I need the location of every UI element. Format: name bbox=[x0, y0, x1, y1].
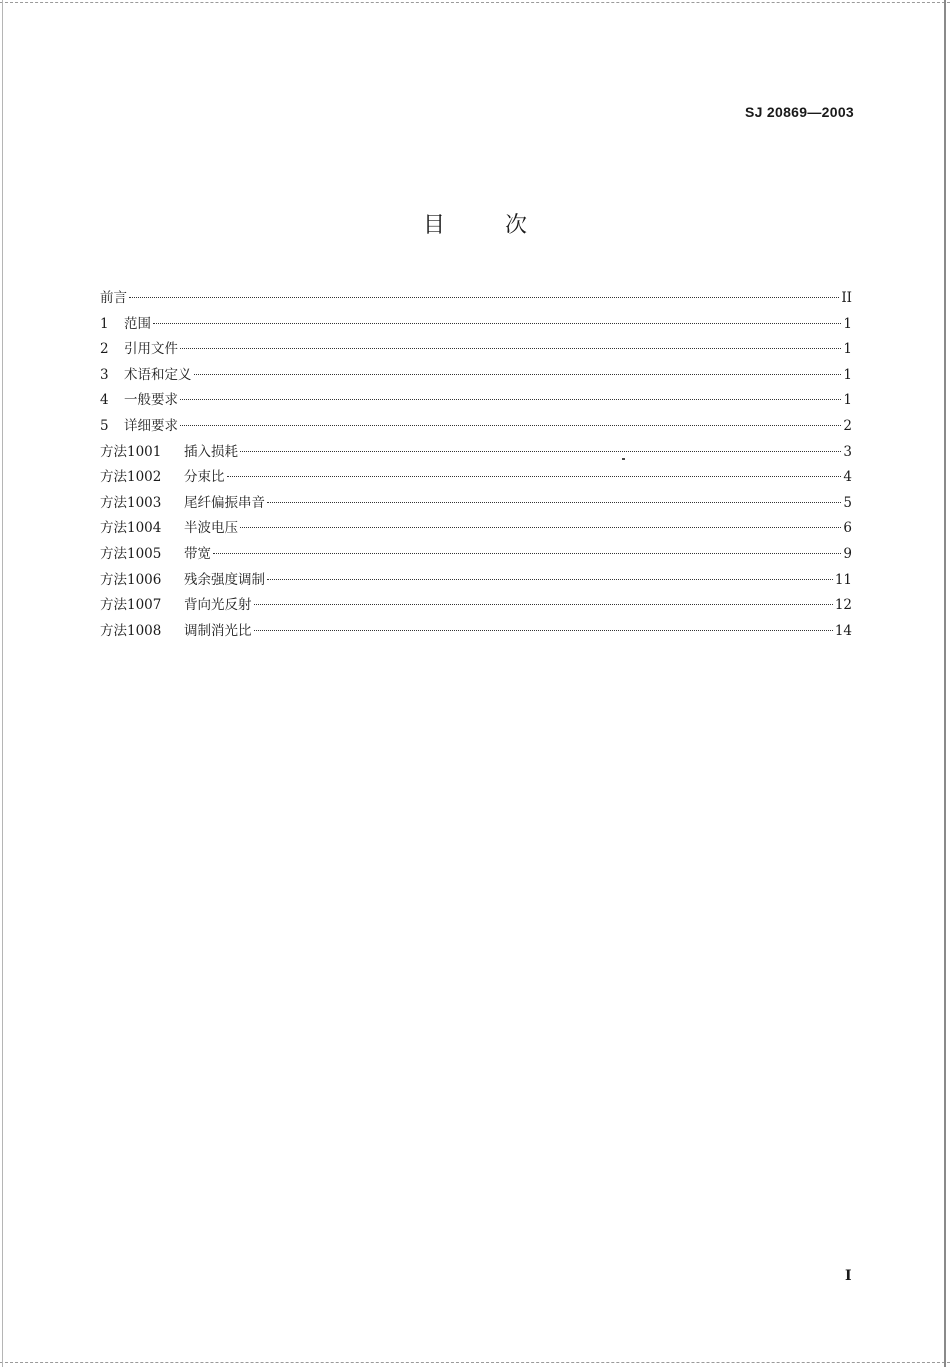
toc-entry-method-1005[interactable] bbox=[100, 542, 852, 568]
toc-entry-label: 一般要求 bbox=[124, 392, 178, 409]
toc-entry-number: 方法1003 bbox=[100, 494, 162, 511]
toc-entry-page: 5 bbox=[843, 494, 852, 511]
toc-entry-number: 5 bbox=[100, 417, 109, 434]
toc-entry-page: 14 bbox=[834, 622, 852, 639]
toc-entry-detailed-requirements[interactable] bbox=[100, 414, 852, 440]
toc-entry-general-requirements[interactable] bbox=[100, 388, 852, 414]
toc-entry-label: 半波电压 bbox=[184, 520, 238, 537]
table-of-contents bbox=[100, 286, 852, 644]
toc-entry-method-1007[interactable] bbox=[100, 593, 852, 619]
toc-entry-method-1003[interactable] bbox=[100, 491, 852, 517]
toc-entry-foreword[interactable] bbox=[100, 286, 852, 312]
toc-entry-method-1004[interactable] bbox=[100, 516, 852, 542]
scan-edge-left bbox=[2, 0, 3, 1367]
toc-leader-dots bbox=[180, 399, 841, 400]
toc-entry-number: 方法1007 bbox=[100, 597, 162, 614]
toc-entry-page: 3 bbox=[843, 443, 852, 460]
toc-entry-page: 1 bbox=[843, 392, 852, 409]
toc-entry-label: 引用文件 bbox=[124, 341, 178, 358]
toc-entry-label: 术语和定义 bbox=[124, 366, 192, 383]
toc-title: 目次 bbox=[422, 213, 587, 238]
toc-leader-dots bbox=[129, 297, 839, 298]
scan-edge-bottom bbox=[0, 1362, 950, 1363]
toc-entry-method-1001[interactable] bbox=[100, 440, 852, 466]
toc-entry-page: II bbox=[841, 290, 852, 306]
toc-entry-page: 1 bbox=[843, 315, 852, 332]
toc-entry-page: 9 bbox=[843, 545, 852, 562]
toc-entry-number: 方法1005 bbox=[100, 545, 162, 562]
toc-leader-dots bbox=[267, 579, 833, 580]
toc-entry-label: 详细要求 bbox=[124, 417, 178, 434]
toc-entry-page: 4 bbox=[843, 469, 852, 486]
toc-leader-dots bbox=[180, 348, 841, 349]
scan-edge-right bbox=[944, 0, 946, 1367]
toc-leader-dots bbox=[240, 527, 841, 528]
toc-entry-label: 带宽 bbox=[184, 545, 211, 562]
toc-entry-page: 6 bbox=[843, 520, 852, 537]
toc-entry-page: 1 bbox=[843, 366, 852, 383]
toc-entry-label: 尾纤偏振串音 bbox=[184, 494, 265, 511]
toc-entry-page: 12 bbox=[834, 597, 852, 614]
toc-entry-label: 调制消光比 bbox=[184, 622, 252, 639]
toc-entry-label: 背向光反射 bbox=[184, 597, 252, 614]
toc-entry-label: 插入损耗 bbox=[184, 443, 238, 460]
document-code: SJ 20869—2003 bbox=[745, 104, 854, 120]
scan-edge-top bbox=[0, 2, 950, 3]
scan-speck bbox=[622, 458, 625, 460]
toc-entry-number: 方法1006 bbox=[100, 571, 162, 588]
toc-leader-dots bbox=[227, 476, 842, 477]
toc-entry-scope[interactable] bbox=[100, 312, 852, 338]
toc-leader-dots bbox=[254, 604, 833, 605]
toc-leader-dots bbox=[267, 502, 841, 503]
toc-leader-dots bbox=[240, 451, 841, 452]
toc-entry-number: 3 bbox=[100, 366, 109, 383]
page-number: I bbox=[845, 1268, 852, 1284]
toc-entry-page: 11 bbox=[834, 571, 852, 588]
toc-entry-number: 方法1002 bbox=[100, 469, 162, 486]
toc-entry-number: 方法1004 bbox=[100, 520, 162, 537]
toc-entry-label: 范围 bbox=[124, 315, 151, 332]
toc-leader-dots bbox=[213, 553, 841, 554]
toc-entry-method-1006[interactable] bbox=[100, 568, 852, 594]
toc-leader-dots bbox=[254, 630, 833, 631]
toc-entry-label: 残余强度调制 bbox=[184, 571, 265, 588]
toc-entry-method-1002[interactable] bbox=[100, 465, 852, 491]
toc-entry-number: 4 bbox=[100, 392, 109, 409]
toc-leader-dots bbox=[153, 323, 841, 324]
toc-entry-label: 前言 bbox=[100, 290, 127, 306]
toc-leader-dots bbox=[194, 374, 842, 375]
toc-entry-terms[interactable] bbox=[100, 363, 852, 389]
toc-entry-number: 方法1008 bbox=[100, 622, 162, 639]
toc-entry-number: 2 bbox=[100, 341, 109, 358]
toc-entry-label: 分束比 bbox=[184, 469, 225, 486]
toc-entry-number: 1 bbox=[100, 315, 109, 332]
toc-entry-method-1008[interactable] bbox=[100, 619, 852, 645]
toc-entry-number: 方法1001 bbox=[100, 443, 162, 460]
toc-entry-references[interactable] bbox=[100, 337, 852, 363]
toc-entry-page: 1 bbox=[843, 341, 852, 358]
toc-leader-dots bbox=[180, 425, 841, 426]
toc-entry-page: 2 bbox=[843, 417, 852, 434]
